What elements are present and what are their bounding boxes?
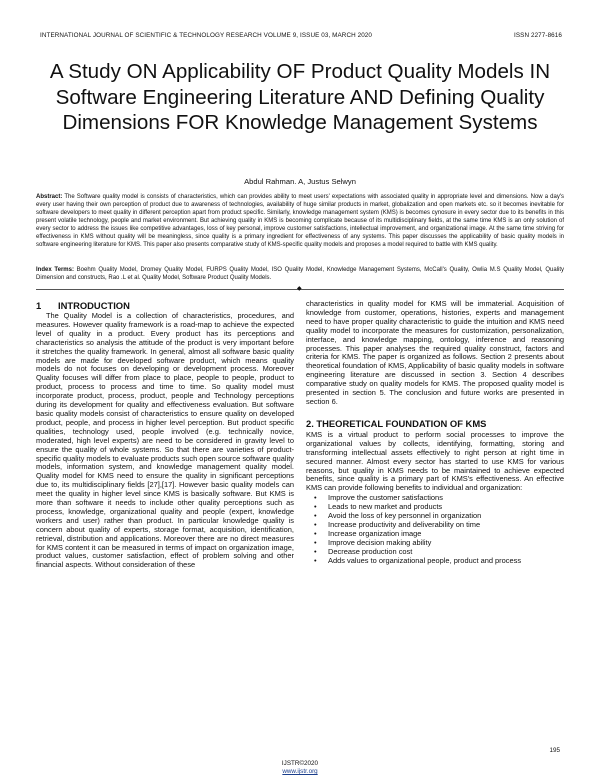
bullet-icon: • bbox=[314, 519, 317, 529]
section-2-heading: 2. THEORETICAL FOUNDATION OF KMS bbox=[306, 417, 487, 429]
section-1-number: 1 bbox=[36, 300, 42, 311]
paper-title: A Study ON Applicability OF Product Quality Models IN Software Engineering Literature AND Defining Quality Dimensions FOR Knowledge Management Systems bbox=[49, 60, 551, 134]
footer-copyright: IJSTR©2020 bbox=[281, 760, 319, 767]
section-1-heading bbox=[36, 300, 294, 311]
abstract-label: Abstract: bbox=[36, 194, 63, 200]
right-column bbox=[306, 300, 564, 565]
list-item: • Improve the customer satisfactions bbox=[314, 493, 443, 503]
journal-name: INTERNATIONAL JOURNAL OF SCIENTIFIC & TECHNOLOGY RESEARCH VOLUME 9, ISSUE 03, MARCH 2020 bbox=[40, 32, 372, 39]
footer-url-link[interactable]: www.ijstr.org bbox=[282, 768, 318, 775]
abstract-text: The Software quality model is consists of characteristics, which can provides ability to meet users' expectations with associated quality in appropriate level and dimensions. Now a day's every user having their own perception of product due to awareness of technologies, availability of huge similar products in market, globalization and open markets etc. so it becomes inevitable for software developers to meet quality in different perception apart from product specific. Similarly, knowledge management system (KMS) is becomes cynosure in every sector due to its benefits in this present volatile technology, people and market environment. But achieving quality in KMS is becoming complicate because of its multidisciplinary fields, at the same time KMS is an only solution of every sector to address the issues like competitive advantages, loss of key personal, improve customer satisfactions, intellectual improvement, and organizational image. At the same time striving for effectiveness in KMS without quality will be meaningless, since quality is a primary ingredient for effectiveness of any systems. This paper discusses the applicability of basic quality models in software engineering literature for KMS. This paper also presents comparative study of KMS-specific quality models and proposes a model required to battle with KMS quality. bbox=[36, 194, 564, 249]
introduction-continuation: characteristics in quality model for KMS will be immaterial. Acquisition of knowledge from customer, operations, histories, experts and management need to have proper quality characteristic to guide the intuition and KMS need quality model to incorporate the measures for customization, personalization, interface, and knowledge mapping, ontology, inference and reasoning processes. This paper analyses the required quality construct, factors and criteria for KMS. The paper is organized as follows. Section 2 presents about theoretical foundation of KMS, Applicability of basic quality models in software engineering literature are discussed in section 3. Section 4 describes comparative study on quality models for KMS. The proposed quality model is presented in section 5. The conclusion and future works are presented in section 6. bbox=[306, 299, 564, 406]
list-item: • Leads to new market and products bbox=[314, 502, 443, 512]
authors: Abdul Rahman. A, Justus Selwyn bbox=[244, 177, 356, 186]
bullet-icon: • bbox=[314, 511, 317, 521]
bullet-icon: • bbox=[314, 546, 317, 556]
diamond-icon: ◆ bbox=[297, 286, 302, 292]
section-1-title: INTRODUCTION bbox=[58, 300, 130, 311]
section-2-paragraph: KMS is a virtual product to perform social processes to improve the organizational values by collects, identifying, formatting, storing and transforming intellectual assets effectively to right person at right time in secured manner. Almost every sector has started to use KMS for various reasons, but quality in KMS needs to be maintained to achieve expected benefits, since quality is a primary part of KMS's effectiveness. An effective KMS can provide following benefits to individual and organization: bbox=[306, 429, 564, 493]
page-number: 195 bbox=[549, 747, 560, 754]
list-item: • Increase productivity and deliverability on time bbox=[314, 519, 481, 529]
bullet-icon: • bbox=[314, 555, 317, 565]
introduction-paragraph: The Quality Model is a collection of characteristics, procedures, and measures. However quality framework is a road-map to achieve the expected level of quality in a product. Every product has its perceptions and characteristics so analysis the attitude of the product is very important before it stretches the quality framework. In general, almost all software basic quality models are made for developed software product, which means quality models do not focuses on developing or development process. Moreover Quality focuses will differ from place to place, people to people, product to product, process to process and time to time. So quality model must incorporate product, process, product, people and Technology perceptions during its development for quality and effectiveness evaluation. But software basic quality models consist of characteristics to ensure quality on developed product, people, and process in higher level perception. But product specific qualities, technology used, people involved (e.g. technically novice, moderated, high level experts) are need to be considered in gravity level to ensure the quality of whole systems. So that there are varieties of product-specific quality models to evaluate products such open source software quality models, information system, and knowledge management quality model. Quality model for KMS need to ensure the quality in significant perceptions due to, its multidisciplinary fields [27],[17]. However basic quality models can meet the quality in higher level since KMS is basically software. But KMS is more than software it needs to include other quality perceptions such as process, knowledge, organizational quality and people (expert, knowledge workers and user) rather than product. In particular knowledge quality is concern about quality of experts, storage format, acquisition, identification, retrieval, distribution and applications. Moreover there are no direct measures for KMS content it can be measured in terms of impact on organization image, product values, customer satisfaction, effect of problem solving and other financial aspects. Without consideration of these bbox=[36, 311, 294, 570]
left-column bbox=[36, 300, 294, 570]
abstract bbox=[36, 193, 564, 249]
list-item: • Decrease production cost bbox=[314, 546, 413, 556]
benefits-list bbox=[306, 494, 564, 565]
list-item: • Improve decision making ability bbox=[314, 537, 432, 547]
list-item: • Avoid the loss of key personnel in organization bbox=[314, 511, 482, 521]
issn: ISSN 2277-8616 bbox=[514, 32, 562, 39]
page-footer bbox=[0, 760, 600, 776]
list-item: • Adds values to organizational people, product and process bbox=[314, 555, 522, 565]
index-terms bbox=[36, 266, 564, 282]
list-item: • Increase organization image bbox=[314, 528, 422, 538]
bullet-icon: • bbox=[314, 528, 317, 538]
index-terms-label: Index Terms: bbox=[36, 267, 74, 273]
bullet-icon: • bbox=[314, 493, 317, 503]
index-terms-text: Boehm Quality Model, Dromey Quality Model, FURPS Quality Model, ISO Quality Model, Knowledge Management Systems, McCall's Quality, Owlia M.S Quality Model, Quality Dimension and constructs, Rao .L et al. Quality Model, Software Product Quality Models. bbox=[36, 267, 564, 282]
bullet-icon: • bbox=[314, 502, 317, 512]
bullet-icon: • bbox=[314, 537, 317, 547]
